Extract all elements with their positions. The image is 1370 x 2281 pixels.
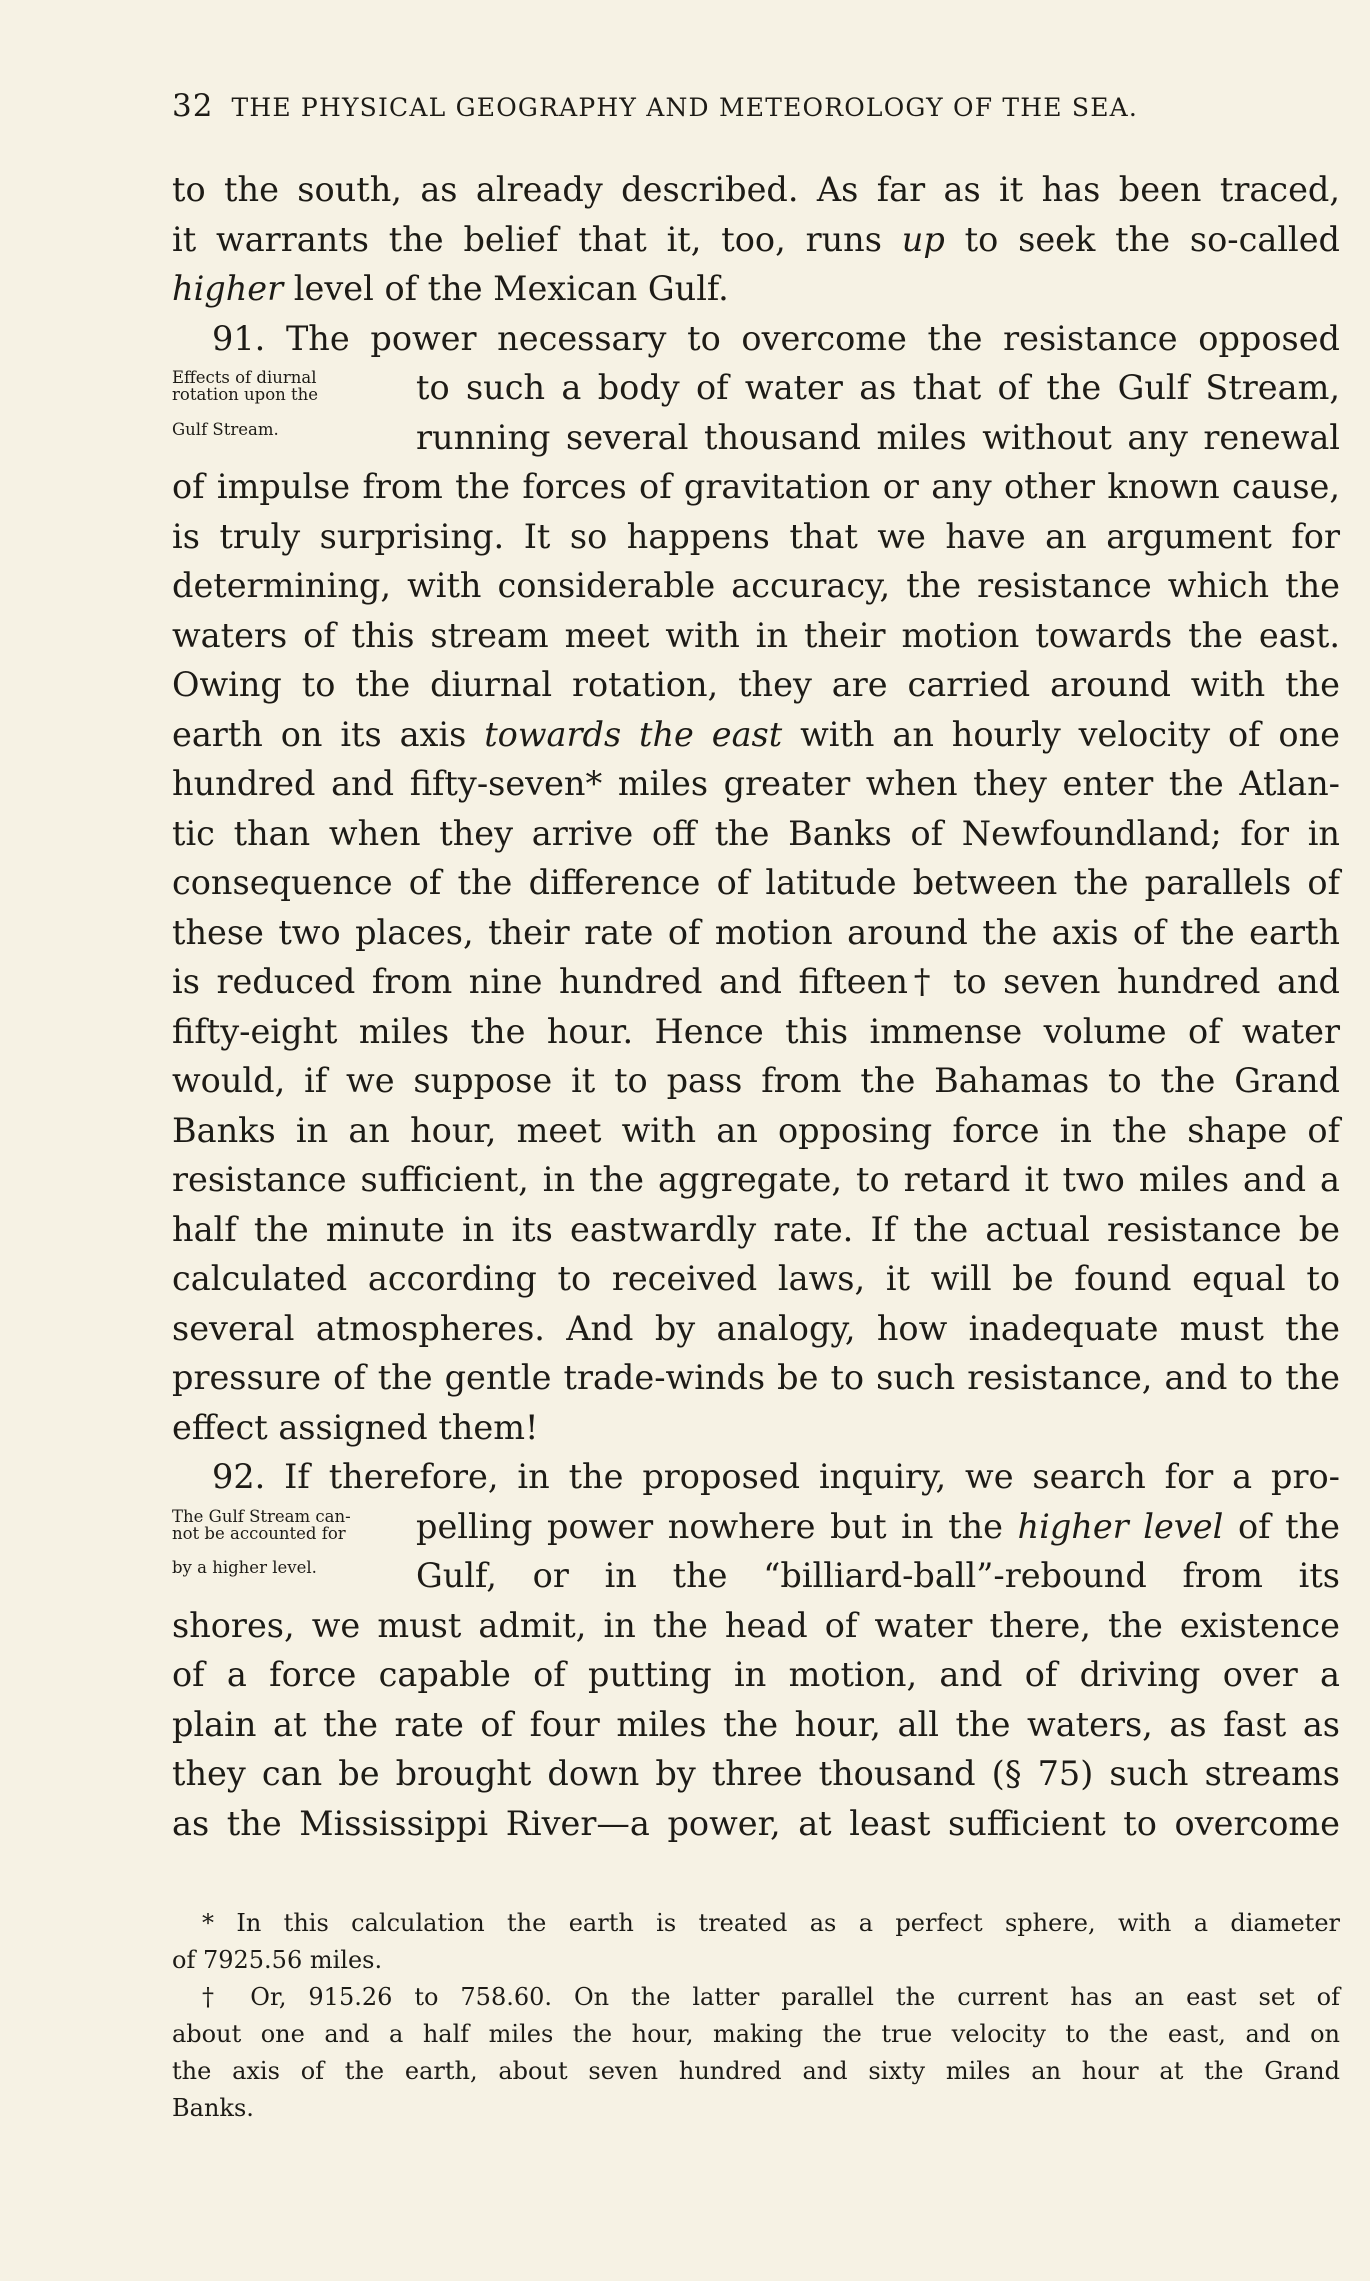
text-line: shores, we must admit, in the head of water there, the existence: [172, 1605, 1340, 1645]
text-line: of a force capable of putting in motion, and of driving over a: [172, 1655, 1340, 1694]
footnote-line: the axis of the earth, about seven hundred and sixty miles an hour at the Grand: [172, 2057, 1340, 2085]
italic-text: higher: [172, 269, 284, 308]
text-line: higher level of the Mexican Gulf.: [172, 269, 729, 308]
running-header: [172, 88, 1262, 124]
text-line: plain at the rate of four miles the hour, all the waters, as fast as: [172, 1704, 1340, 1744]
text-line: is truly surprising. It so happens that we have an argument for: [172, 516, 1340, 556]
margin-note-gulf-stream: The Gulf Stream can- not be accounted for: [172, 1506, 351, 1543]
footnote-asterisk: * In this calculation the earth is treated as a perfect sphere, with a diameter: [202, 1909, 1340, 1937]
text-line: The Gulf Stream can- not be accounted for pelling power nowhere but in the higher level of the: [172, 1506, 1340, 1546]
text-line: they can be brought down by three thousand (§ 75) such streams: [172, 1754, 1340, 1793]
page-number: 32: [172, 88, 214, 124]
text-line: as the Mississippi River—a power, at least sufficient to overcome: [172, 1803, 1340, 1843]
italic-text: up: [901, 219, 945, 259]
body-text: [172, 165, 1340, 1848]
text-line: is reduced from nine hundred and fifteen† to seven hundred and: [172, 962, 1340, 1001]
text-line: waters of this stream meet with in their motion towards the east.: [172, 615, 1340, 655]
margin-note-gulf-stream-cont: by a higher level.: [172, 1558, 317, 1577]
text-line: would, if we suppose it to pass from the Bahamas to the Grand: [172, 1061, 1340, 1100]
text-line: it warrants the belief that it, too, runs up to seek the so-called: [172, 219, 1340, 259]
text-line: Gulf Stream. running several thousand miles without any renewal: [172, 417, 1340, 457]
text-line: calculated according to received laws, it will be found equal to: [172, 1259, 1340, 1298]
text-line: hundred and fifty-seven* miles greater when they enter the Atlan-: [172, 764, 1340, 803]
running-title: THE PHYSICAL GEOGRAPHY AND METEOROLOGY OF THE SEA.: [231, 93, 1139, 122]
text-line: Effects of diurnal rotation upon the to such a body of water as that of the Gulf Stream,: [172, 368, 1340, 407]
text-line: half the minute in its eastwardly rate. If the actual resistance be: [172, 1209, 1340, 1249]
italic-text: towards the east: [484, 714, 783, 754]
margin-note-diurnal-rotation-cont: Gulf Stream.: [172, 419, 279, 439]
text-line: of impulse from the forces of gravitation or any other known cause,: [172, 467, 1340, 506]
text-line: earth on its axis towards the east with an hourly velocity of one: [172, 714, 1340, 754]
margin-note-diurnal-rotation: Effects of diurnal rotation upon the: [172, 368, 319, 404]
footnote-line: of 7925.56 miles.: [172, 1946, 383, 1974]
text-line: Banks in an hour, meet with an opposing force in the shape of: [172, 1110, 1340, 1150]
text-line: consequence of the difference of latitude between the parallels of: [172, 863, 1340, 902]
text-line: to the south, as already described. As far as it has been traced,: [172, 170, 1340, 209]
paragraph-92-start: 92. If therefore, in the proposed inquiry, we search for a pro-: [212, 1457, 1340, 1496]
footnote-line: Banks.: [172, 2094, 254, 2122]
text-line: several atmospheres. And by analogy, how inadequate must the: [172, 1308, 1340, 1348]
text-line: determining, with considerable accuracy, the resistance which the: [172, 566, 1340, 605]
text-line: Owing to the diurnal rotation, they are carried around with the: [172, 665, 1340, 704]
text-line: fifty-eight miles the hour. Hence this immense volume of water: [172, 1011, 1340, 1051]
italic-text: higher level: [1017, 1506, 1224, 1546]
text-line: effect assigned them!: [172, 1407, 539, 1447]
text-line: pressure of the gentle trade-winds be to such resistance, and to the: [172, 1358, 1340, 1397]
text-line: these two places, their rate of motion around the axis of the earth: [172, 912, 1340, 952]
text-line: by a higher level. Gulf, or in the “billiard-ball”-rebound from its: [172, 1556, 1340, 1595]
footnotes: [172, 1905, 1340, 2127]
footnote-dagger: † Or, 915.26 to 758.60. On the latter parallel the current has an east set of: [202, 1983, 1340, 2011]
text-line: resistance sufficient, in the aggregate, to retard it two miles and a: [172, 1160, 1340, 1199]
footnote-line: about one and a half miles the hour, making the true velocity to the east, and on: [172, 2020, 1340, 2048]
text-line: tic than when they arrive off the Banks of Newfoundland; for in: [172, 813, 1340, 853]
paragraph-91-start: 91. The power necessary to overcome the resistance opposed: [212, 318, 1340, 358]
